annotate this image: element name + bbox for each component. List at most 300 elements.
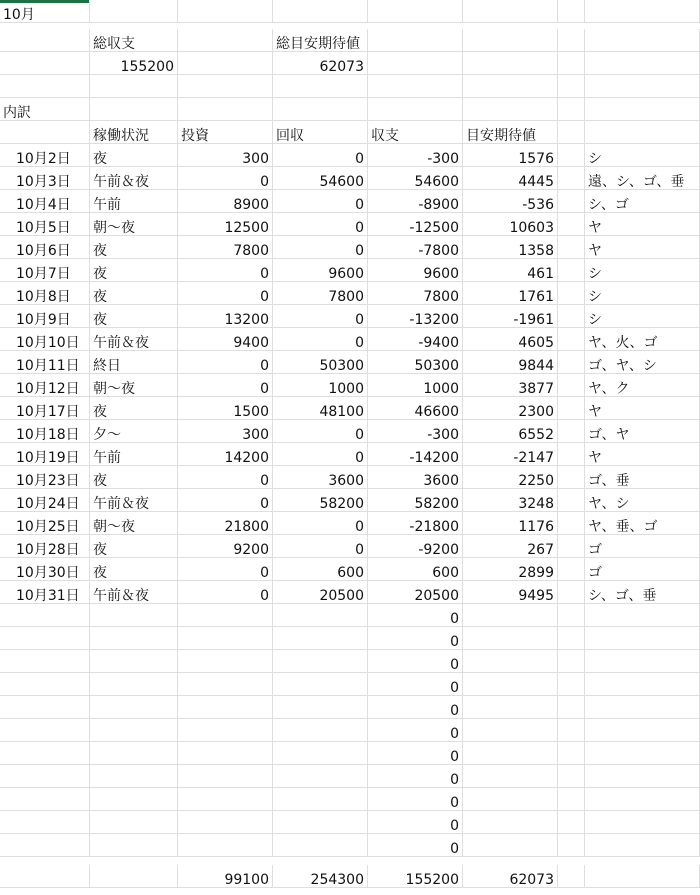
cell[interactable]: [178, 75, 273, 98]
cell[interactable]: [0, 865, 90, 888]
collect-cell[interactable]: 0: [273, 190, 368, 213]
collect-cell[interactable]: 58200: [273, 489, 368, 512]
cell[interactable]: [585, 765, 700, 788]
cell[interactable]: [558, 581, 585, 604]
total-collect[interactable]: 254300: [273, 865, 368, 888]
cell[interactable]: [0, 811, 90, 834]
invest-cell[interactable]: 21800: [178, 512, 273, 535]
invest-cell[interactable]: 0: [178, 351, 273, 374]
date-cell[interactable]: 10月6日: [0, 236, 90, 259]
expectation-cell[interactable]: 4445: [463, 167, 558, 190]
cell[interactable]: [558, 535, 585, 558]
header-status[interactable]: 稼働状況: [90, 121, 178, 144]
note-cell[interactable]: シ: [585, 305, 700, 328]
status-cell[interactable]: 夜: [90, 466, 178, 489]
status-cell[interactable]: 午前＆夜: [90, 167, 178, 190]
invest-cell[interactable]: 0: [178, 581, 273, 604]
status-cell[interactable]: 夜: [90, 397, 178, 420]
cell[interactable]: [178, 650, 273, 673]
date-cell[interactable]: 10月5日: [0, 213, 90, 236]
collect-cell[interactable]: 1000: [273, 374, 368, 397]
date-cell[interactable]: 10月18日: [0, 420, 90, 443]
status-cell[interactable]: 午前＆夜: [90, 489, 178, 512]
cell[interactable]: [273, 788, 368, 811]
collect-cell[interactable]: 48100: [273, 397, 368, 420]
date-cell[interactable]: 10月31日: [0, 581, 90, 604]
expectation-cell[interactable]: 2300: [463, 397, 558, 420]
note-cell[interactable]: ヤ: [585, 443, 700, 466]
cell[interactable]: [585, 673, 700, 696]
invest-cell[interactable]: 0: [178, 466, 273, 489]
cell[interactable]: [0, 604, 90, 627]
date-cell[interactable]: 10月11日: [0, 351, 90, 374]
cell[interactable]: [178, 52, 273, 75]
balance-cell[interactable]: 0: [368, 788, 463, 811]
note-cell[interactable]: シ: [585, 144, 700, 167]
balance-cell[interactable]: 3600: [368, 466, 463, 489]
note-cell[interactable]: ヤ: [585, 236, 700, 259]
expectation-cell[interactable]: 2250: [463, 466, 558, 489]
balance-cell[interactable]: 600: [368, 558, 463, 581]
cell[interactable]: [558, 696, 585, 719]
status-cell[interactable]: 夜: [90, 535, 178, 558]
status-cell[interactable]: 午前＆夜: [90, 581, 178, 604]
collect-cell[interactable]: 0: [273, 144, 368, 167]
balance-cell[interactable]: 0: [368, 650, 463, 673]
balance-cell[interactable]: 46600: [368, 397, 463, 420]
balance-cell[interactable]: 0: [368, 604, 463, 627]
balance-cell[interactable]: -21800: [368, 512, 463, 535]
cell[interactable]: [90, 0, 178, 23]
cell[interactable]: [558, 305, 585, 328]
cell[interactable]: [0, 834, 90, 857]
cell[interactable]: [585, 865, 700, 888]
cell[interactable]: [558, 0, 585, 23]
date-cell[interactable]: 10月2日: [0, 144, 90, 167]
note-cell[interactable]: 遠、シ、ゴ、垂: [585, 167, 700, 190]
expectation-cell[interactable]: 1761: [463, 282, 558, 305]
cell[interactable]: [0, 52, 90, 75]
cell[interactable]: [90, 834, 178, 857]
balance-cell[interactable]: 0: [368, 719, 463, 742]
cell[interactable]: [558, 52, 585, 75]
invest-cell[interactable]: 0: [178, 374, 273, 397]
cell[interactable]: [558, 765, 585, 788]
collect-cell[interactable]: 20500: [273, 581, 368, 604]
cell[interactable]: [463, 696, 558, 719]
collect-cell[interactable]: 0: [273, 535, 368, 558]
note-cell[interactable]: ゴ、垂: [585, 466, 700, 489]
collect-cell[interactable]: 0: [273, 512, 368, 535]
balance-cell[interactable]: 0: [368, 742, 463, 765]
breakdown-label[interactable]: 内訳: [0, 98, 90, 121]
cell[interactable]: [585, 788, 700, 811]
cell[interactable]: [273, 719, 368, 742]
status-cell[interactable]: 朝～夜: [90, 512, 178, 535]
cell[interactable]: [0, 75, 90, 98]
cell[interactable]: [273, 742, 368, 765]
header-collect[interactable]: 回収: [273, 121, 368, 144]
date-cell[interactable]: 10月28日: [0, 535, 90, 558]
cell[interactable]: [178, 673, 273, 696]
balance-cell[interactable]: 54600: [368, 167, 463, 190]
total-expectation[interactable]: 62073: [463, 865, 558, 888]
expectation-cell[interactable]: 461: [463, 259, 558, 282]
note-cell[interactable]: ヤ、垂、ゴ: [585, 512, 700, 535]
note-cell[interactable]: ヤ、ク: [585, 374, 700, 397]
cell[interactable]: [463, 98, 558, 121]
cell[interactable]: [90, 788, 178, 811]
cell[interactable]: [585, 98, 700, 121]
collect-cell[interactable]: 0: [273, 420, 368, 443]
cell[interactable]: [178, 604, 273, 627]
cell[interactable]: [178, 627, 273, 650]
balance-cell[interactable]: -12500: [368, 213, 463, 236]
cell[interactable]: [368, 29, 463, 52]
expectation-cell[interactable]: 3248: [463, 489, 558, 512]
cell[interactable]: [273, 75, 368, 98]
cell[interactable]: [368, 0, 463, 23]
invest-cell[interactable]: 0: [178, 558, 273, 581]
expectation-cell[interactable]: 9844: [463, 351, 558, 374]
balance-cell[interactable]: 7800: [368, 282, 463, 305]
cell[interactable]: [273, 673, 368, 696]
collect-cell[interactable]: 0: [273, 328, 368, 351]
cell[interactable]: [558, 29, 585, 52]
status-cell[interactable]: 夜: [90, 558, 178, 581]
cell[interactable]: [178, 29, 273, 52]
cell[interactable]: [585, 121, 700, 144]
cell[interactable]: [558, 75, 585, 98]
cell[interactable]: [463, 788, 558, 811]
note-cell[interactable]: ヤ: [585, 397, 700, 420]
cell[interactable]: [463, 627, 558, 650]
cell[interactable]: [273, 811, 368, 834]
cell[interactable]: [558, 397, 585, 420]
balance-cell[interactable]: 0: [368, 811, 463, 834]
cell[interactable]: [463, 52, 558, 75]
total-balance[interactable]: 155200: [368, 865, 463, 888]
invest-cell[interactable]: 7800: [178, 236, 273, 259]
cell[interactable]: [585, 696, 700, 719]
invest-cell[interactable]: 0: [178, 489, 273, 512]
invest-cell[interactable]: 1500: [178, 397, 273, 420]
status-cell[interactable]: 朝～夜: [90, 213, 178, 236]
invest-cell[interactable]: 13200: [178, 305, 273, 328]
cell[interactable]: [585, 29, 700, 52]
cell[interactable]: [558, 328, 585, 351]
collect-cell[interactable]: 0: [273, 213, 368, 236]
status-cell[interactable]: 夜: [90, 236, 178, 259]
cell[interactable]: [273, 834, 368, 857]
balance-cell[interactable]: -14200: [368, 443, 463, 466]
note-cell[interactable]: シ、ゴ、垂: [585, 581, 700, 604]
cell[interactable]: [463, 742, 558, 765]
cell[interactable]: [178, 98, 273, 121]
date-cell[interactable]: 10月24日: [0, 489, 90, 512]
cell[interactable]: [558, 627, 585, 650]
cell[interactable]: [0, 696, 90, 719]
balance-cell[interactable]: -300: [368, 144, 463, 167]
status-cell[interactable]: 午前: [90, 190, 178, 213]
cell[interactable]: [558, 144, 585, 167]
cell[interactable]: [585, 627, 700, 650]
cell[interactable]: [90, 650, 178, 673]
cell[interactable]: [558, 98, 585, 121]
balance-cell[interactable]: 58200: [368, 489, 463, 512]
balance-cell[interactable]: -300: [368, 420, 463, 443]
cell[interactable]: [558, 466, 585, 489]
invest-cell[interactable]: 300: [178, 144, 273, 167]
cell[interactable]: [0, 719, 90, 742]
expectation-cell[interactable]: 1176: [463, 512, 558, 535]
cell[interactable]: [178, 788, 273, 811]
expectation-cell[interactable]: 4605: [463, 328, 558, 351]
note-cell[interactable]: ゴ: [585, 558, 700, 581]
cell[interactable]: [273, 765, 368, 788]
balance-cell[interactable]: -7800: [368, 236, 463, 259]
cell[interactable]: [558, 443, 585, 466]
cell[interactable]: [558, 213, 585, 236]
cell[interactable]: [463, 765, 558, 788]
header-balance[interactable]: 収支: [368, 121, 463, 144]
status-cell[interactable]: 終日: [90, 351, 178, 374]
date-cell[interactable]: 10月25日: [0, 512, 90, 535]
cell[interactable]: [558, 558, 585, 581]
cell[interactable]: [463, 0, 558, 23]
cell[interactable]: [558, 374, 585, 397]
cell[interactable]: [463, 719, 558, 742]
cell[interactable]: [90, 865, 178, 888]
balance-cell[interactable]: 0: [368, 673, 463, 696]
cell[interactable]: [178, 719, 273, 742]
cell[interactable]: [90, 765, 178, 788]
cell[interactable]: [90, 811, 178, 834]
cell[interactable]: [0, 29, 90, 52]
cell[interactable]: [558, 673, 585, 696]
cell[interactable]: [90, 75, 178, 98]
cell[interactable]: [90, 719, 178, 742]
cell[interactable]: [178, 811, 273, 834]
balance-cell[interactable]: 9600: [368, 259, 463, 282]
cell[interactable]: [178, 696, 273, 719]
cell[interactable]: [463, 811, 558, 834]
expectation-cell[interactable]: 2899: [463, 558, 558, 581]
date-cell[interactable]: 10月9日: [0, 305, 90, 328]
note-cell[interactable]: ヤ: [585, 213, 700, 236]
cell[interactable]: [585, 0, 700, 23]
balance-cell[interactable]: -9400: [368, 328, 463, 351]
collect-cell[interactable]: 0: [273, 236, 368, 259]
status-cell[interactable]: 夕～: [90, 420, 178, 443]
cell[interactable]: [463, 834, 558, 857]
cell[interactable]: [585, 650, 700, 673]
expectation-cell[interactable]: -1961: [463, 305, 558, 328]
cell[interactable]: [558, 834, 585, 857]
cell[interactable]: [558, 742, 585, 765]
date-cell[interactable]: 10月23日: [0, 466, 90, 489]
balance-cell[interactable]: 0: [368, 696, 463, 719]
cell[interactable]: [368, 52, 463, 75]
collect-cell[interactable]: 600: [273, 558, 368, 581]
cell[interactable]: [585, 719, 700, 742]
collect-cell[interactable]: 0: [273, 443, 368, 466]
cell[interactable]: [178, 765, 273, 788]
total-expectation-label[interactable]: 総目安期待値: [273, 29, 368, 52]
cell[interactable]: [90, 98, 178, 121]
cell[interactable]: [90, 673, 178, 696]
cell[interactable]: [90, 627, 178, 650]
invest-cell[interactable]: 300: [178, 420, 273, 443]
header-expectation[interactable]: 目安期待値: [463, 121, 558, 144]
cell[interactable]: [273, 650, 368, 673]
collect-cell[interactable]: 7800: [273, 282, 368, 305]
total-expectation-value[interactable]: 62073: [273, 52, 368, 75]
status-cell[interactable]: 朝～夜: [90, 374, 178, 397]
expectation-cell[interactable]: 267: [463, 535, 558, 558]
status-cell[interactable]: 夜: [90, 259, 178, 282]
cell[interactable]: [0, 627, 90, 650]
balance-cell[interactable]: 20500: [368, 581, 463, 604]
expectation-cell[interactable]: 9495: [463, 581, 558, 604]
cell[interactable]: [558, 512, 585, 535]
status-cell[interactable]: 夜: [90, 144, 178, 167]
status-cell[interactable]: 夜: [90, 305, 178, 328]
cell[interactable]: [178, 742, 273, 765]
cell[interactable]: [0, 121, 90, 144]
balance-cell[interactable]: -8900: [368, 190, 463, 213]
note-cell[interactable]: ゴ、ヤ、シ: [585, 351, 700, 374]
cell[interactable]: [273, 604, 368, 627]
cell[interactable]: [90, 742, 178, 765]
cell[interactable]: [558, 865, 585, 888]
cell[interactable]: [558, 190, 585, 213]
cell[interactable]: [558, 650, 585, 673]
date-cell[interactable]: 10月17日: [0, 397, 90, 420]
total-invest[interactable]: 99100: [178, 865, 273, 888]
cell[interactable]: [558, 811, 585, 834]
note-cell[interactable]: ヤ、シ: [585, 489, 700, 512]
cell[interactable]: [463, 650, 558, 673]
cell[interactable]: [90, 604, 178, 627]
status-cell[interactable]: 午前＆夜: [90, 328, 178, 351]
note-cell[interactable]: ヤ、火、ゴ: [585, 328, 700, 351]
cell[interactable]: [0, 673, 90, 696]
cell[interactable]: [368, 98, 463, 121]
date-cell[interactable]: 10月4日: [0, 190, 90, 213]
cell[interactable]: [585, 604, 700, 627]
invest-cell[interactable]: 9200: [178, 535, 273, 558]
expectation-cell[interactable]: 1358: [463, 236, 558, 259]
cell[interactable]: [558, 420, 585, 443]
cell[interactable]: [273, 696, 368, 719]
invest-cell[interactable]: 0: [178, 282, 273, 305]
cell[interactable]: [585, 75, 700, 98]
date-cell[interactable]: 10月10日: [0, 328, 90, 351]
expectation-cell[interactable]: 6552: [463, 420, 558, 443]
expectation-cell[interactable]: -2147: [463, 443, 558, 466]
cell[interactable]: [178, 0, 273, 23]
cell[interactable]: [0, 742, 90, 765]
date-cell[interactable]: 10月7日: [0, 259, 90, 282]
balance-cell[interactable]: 1000: [368, 374, 463, 397]
cell[interactable]: [585, 742, 700, 765]
note-cell[interactable]: シ: [585, 259, 700, 282]
cell[interactable]: [0, 788, 90, 811]
expectation-cell[interactable]: 1576: [463, 144, 558, 167]
cell[interactable]: [558, 167, 585, 190]
cell[interactable]: [585, 811, 700, 834]
balance-cell[interactable]: 0: [368, 765, 463, 788]
total-balance-label[interactable]: 総収支: [90, 29, 178, 52]
cell[interactable]: [273, 0, 368, 23]
cell[interactable]: [558, 282, 585, 305]
header-invest[interactable]: 投資: [178, 121, 273, 144]
expectation-cell[interactable]: 10603: [463, 213, 558, 236]
cell[interactable]: [558, 788, 585, 811]
cell[interactable]: [178, 834, 273, 857]
invest-cell[interactable]: 14200: [178, 443, 273, 466]
balance-cell[interactable]: 0: [368, 627, 463, 650]
balance-cell[interactable]: 0: [368, 834, 463, 857]
cell[interactable]: [558, 259, 585, 282]
invest-cell[interactable]: 0: [178, 259, 273, 282]
total-balance-value[interactable]: 155200: [90, 52, 178, 75]
cell[interactable]: [90, 696, 178, 719]
collect-cell[interactable]: 3600: [273, 466, 368, 489]
date-cell[interactable]: 10月19日: [0, 443, 90, 466]
cell[interactable]: [0, 765, 90, 788]
cell[interactable]: [0, 650, 90, 673]
invest-cell[interactable]: 0: [178, 167, 273, 190]
cell[interactable]: [558, 719, 585, 742]
cell[interactable]: [558, 121, 585, 144]
cell[interactable]: [273, 98, 368, 121]
collect-cell[interactable]: 54600: [273, 167, 368, 190]
cell[interactable]: [585, 834, 700, 857]
status-cell[interactable]: 午前: [90, 443, 178, 466]
balance-cell[interactable]: -9200: [368, 535, 463, 558]
cell[interactable]: [558, 351, 585, 374]
date-cell[interactable]: 10月3日: [0, 167, 90, 190]
month-label[interactable]: 10月: [0, 0, 90, 23]
status-cell[interactable]: 夜: [90, 282, 178, 305]
expectation-cell[interactable]: 3877: [463, 374, 558, 397]
cell[interactable]: [463, 604, 558, 627]
note-cell[interactable]: シ、ゴ: [585, 190, 700, 213]
expectation-cell[interactable]: -536: [463, 190, 558, 213]
cell[interactable]: [558, 489, 585, 512]
collect-cell[interactable]: 9600: [273, 259, 368, 282]
date-cell[interactable]: 10月30日: [0, 558, 90, 581]
note-cell[interactable]: ゴ: [585, 535, 700, 558]
cell[interactable]: [368, 75, 463, 98]
note-cell[interactable]: ゴ、ヤ: [585, 420, 700, 443]
note-cell[interactable]: シ: [585, 282, 700, 305]
collect-cell[interactable]: 0: [273, 305, 368, 328]
cell[interactable]: [558, 236, 585, 259]
cell[interactable]: [273, 627, 368, 650]
date-cell[interactable]: 10月12日: [0, 374, 90, 397]
balance-cell[interactable]: -13200: [368, 305, 463, 328]
cell[interactable]: [463, 29, 558, 52]
collect-cell[interactable]: 50300: [273, 351, 368, 374]
invest-cell[interactable]: 9400: [178, 328, 273, 351]
date-cell[interactable]: 10月8日: [0, 282, 90, 305]
invest-cell[interactable]: 12500: [178, 213, 273, 236]
cell[interactable]: [463, 75, 558, 98]
balance-cell[interactable]: 50300: [368, 351, 463, 374]
